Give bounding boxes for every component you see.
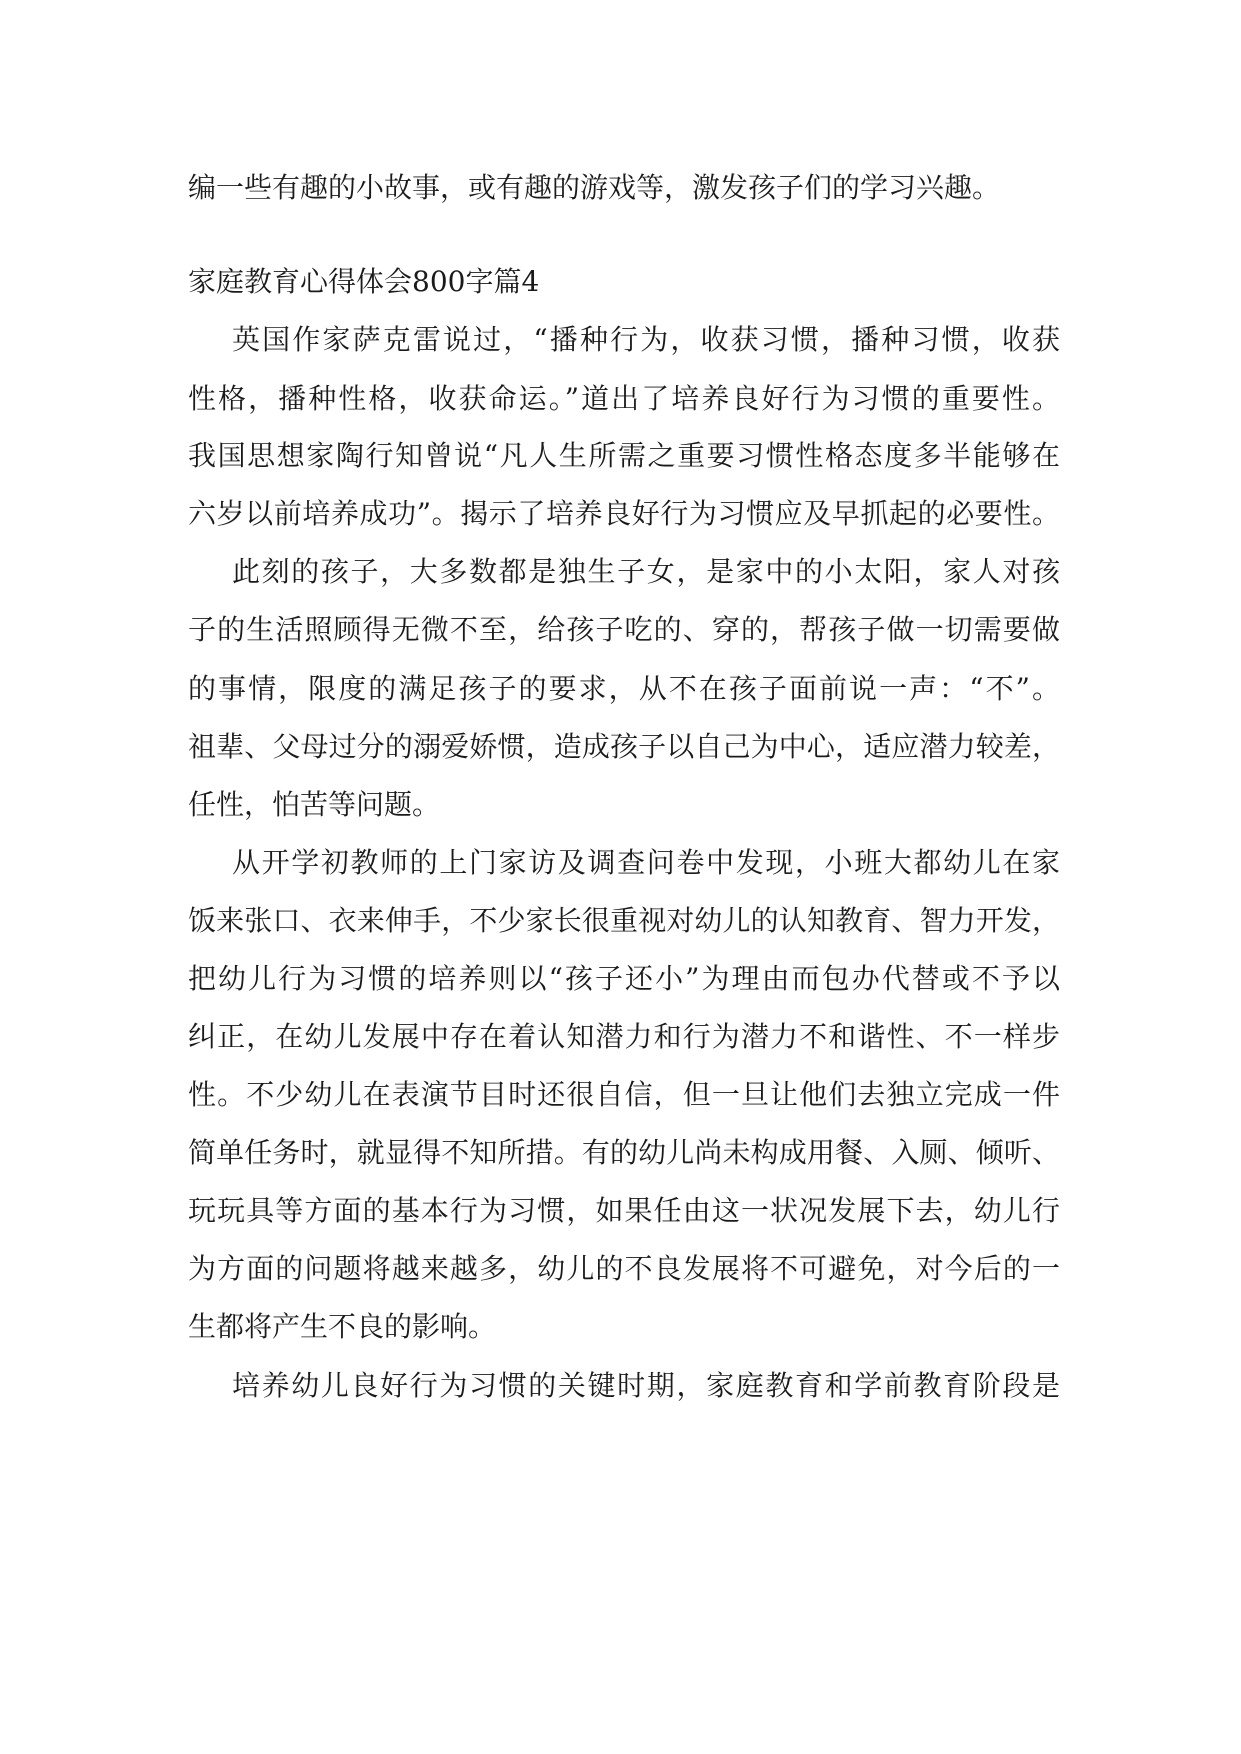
paragraph-line: 子的生活照顾得无微不至，给孩子吃的、穿的，帮孩子做一切需要做 (188, 613, 1060, 646)
paragraph-line: 编一些有趣的小故事，或有趣的游戏等，激发孩子们的学习兴趣。 (188, 171, 1001, 204)
paragraph-line: 此刻的孩子，大多数都是独生子女，是家中的小太阳，家人对孩 (232, 555, 1060, 588)
paragraph-line: 性格，播种性格，收获命运。”道出了培养良好行为习惯的重要性。 (188, 382, 1060, 415)
paragraph-line: 祖辈、父母过分的溺爱娇惯，造成孩子以自己为中心，适应潜力较差， (188, 730, 1060, 763)
paragraph-line: 饭来张口、衣来伸手，不少家长很重视对幼儿的认知教育、智力开发， (188, 904, 1060, 937)
paragraph-line: 培养幼儿良好行为习惯的关键时期，家庭教育和学前教育阶段是 (232, 1369, 1060, 1402)
paragraph-line: 的事情，限度的满足孩子的要求，从不在孩子面前说一声：“不”。 (188, 672, 1060, 705)
paragraph-line: 英国作家萨克雷说过，“播种行为，收获习惯，播种习惯，收获 (232, 323, 1060, 356)
paragraph-line: 生都将产生不良的影响。 (188, 1310, 497, 1343)
paragraph-line: 从开学初教师的上门家访及调查问卷中发现，小班大都幼儿在家 (232, 846, 1060, 879)
paragraph-line: 我国思想家陶行知曾说“凡人生所需之重要习惯性格态度多半能够在 (188, 439, 1060, 472)
paragraph-line: 把幼儿行为习惯的培养则以“孩子还小”为理由而包办代替或不予以 (188, 962, 1060, 995)
paragraph-line: 简单任务时，就显得不知所措。有的幼儿尚未构成用餐、入厕、倾听、 (188, 1136, 1060, 1169)
section-heading: 家庭教育心得体会800字篇4 (188, 265, 540, 298)
paragraph-line: 为方面的问题将越来越多，幼儿的不良发展将不可避免，对今后的一 (188, 1252, 1060, 1285)
paragraph-line: 纠正，在幼儿发展中存在着认知潜力和行为潜力不和谐性、不一样步 (188, 1020, 1060, 1053)
paragraph-line: 六岁以前培养成功”。揭示了培养良好行为习惯应及早抓起的必要性。 (188, 497, 1060, 530)
paragraph-line: 任性，怕苦等问题。 (188, 788, 441, 821)
paragraph-line: 性。不少幼儿在表演节目时还很自信，但一旦让他们去独立完成一件 (188, 1078, 1060, 1111)
paragraph-line: 玩玩具等方面的基本行为习惯，如果任由这一状况发展下去，幼儿行 (188, 1194, 1060, 1227)
